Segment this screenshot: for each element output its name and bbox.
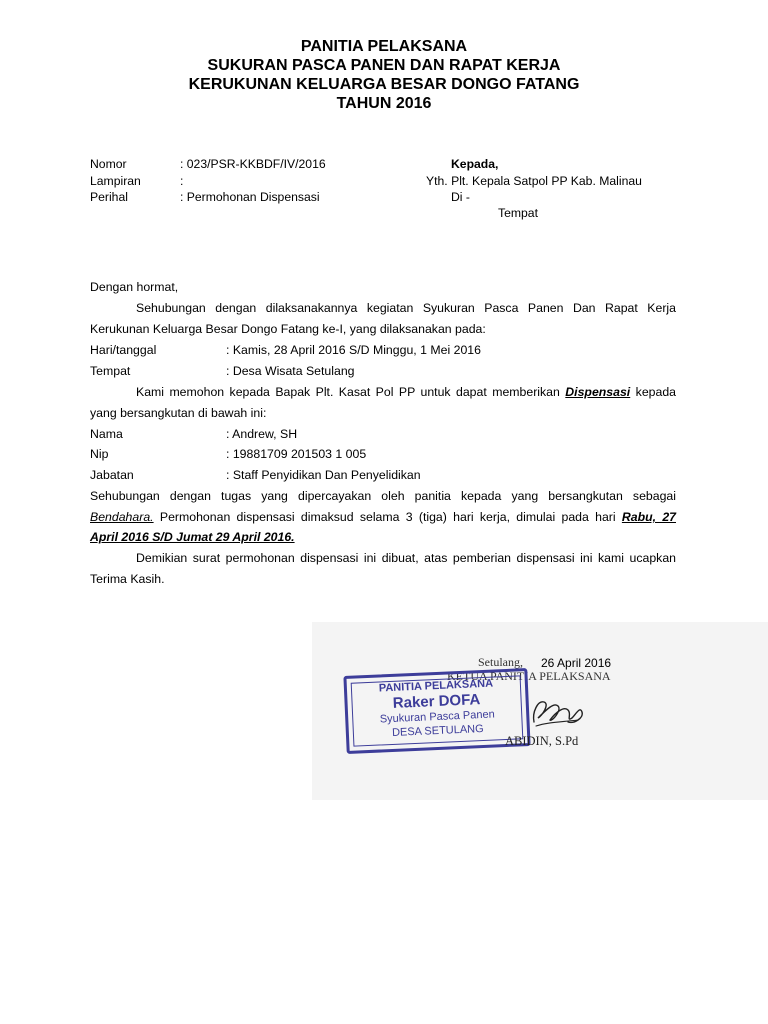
stamp-line-3: Syukuran Pasca Panen xyxy=(379,708,495,726)
lampiran-value: : xyxy=(180,174,184,188)
signature-title: KETUA PANITIA PELAKSANA xyxy=(447,669,611,683)
hari-label: Hari/tanggal xyxy=(90,343,157,357)
tempat-value: : Desa Wisata Setulang xyxy=(226,364,355,378)
paragraph-2-text-a: Kami memohon kepada Bapak Plt. Kasat Pol PP untuk dapat memberikan xyxy=(136,385,560,399)
jabatan-value: : Staff Penyidikan Dan Penyelidikan xyxy=(226,468,421,482)
paragraph-1-line-2: Kerukunan Keluarga Besar Dongo Fatang ke-I, yang dilaksanakan pada: xyxy=(90,322,486,336)
paragraph-4-line-1: Demikian surat permohonan dispensasi ini dibuat, atas pemberian dispensasi ini kami ucapkan xyxy=(136,551,676,565)
nip-label: Nip xyxy=(90,447,109,461)
stamp-line-4: DESA SETULANG xyxy=(391,722,484,739)
paragraph-2-text-c: kepada xyxy=(635,385,677,399)
nama-label: Nama xyxy=(90,427,123,441)
paragraph-4-line-2: Terima Kasih. xyxy=(90,572,165,586)
header-line-1: PANITIA PELAKSANA xyxy=(300,38,468,55)
hari-value: : Kamis, 28 April 2016 S/D Minggu, 1 Mei 2016 xyxy=(226,343,481,357)
paragraph-3-line-1: Sehubungan dengan tugas yang dipercayakan oleh panitia kepada yang bersangkutan sebagai xyxy=(90,489,676,503)
recipient-tempat: Tempat xyxy=(498,206,538,220)
date-range-emphasis: April 2016 S/D Jumat 29 April 2016. xyxy=(90,530,295,544)
paragraph-1-line-1: Sehubungan dengan dilaksanakannya kegiatan Syukuran Pasca Panen Dan Rapat Kerja xyxy=(136,301,676,315)
header-line-2: SUKURAN PASCA PANEN DAN RAPAT KERJA xyxy=(207,57,561,74)
signature-name: ABIDIN, S.Pd xyxy=(505,734,579,748)
perihal-value: : Permohonan Dispensasi xyxy=(180,190,320,204)
paragraph-2-line-1 xyxy=(136,385,676,400)
nama-value: : Andrew, SH xyxy=(226,427,298,441)
signature-place: Setulang, xyxy=(478,655,523,669)
tempat-label: Tempat xyxy=(90,364,131,378)
jabatan-label: Jabatan xyxy=(90,468,134,482)
bendahara-emphasis: Bendahara. xyxy=(90,510,154,524)
recipient-yth: Yth. Plt. Kepala Satpol PP Kab. Malinau xyxy=(426,174,642,188)
paragraph-3-text-b: Permohonan dispensasi dimaksud selama 3 (tiga) hari kerja, dimulai pada hari xyxy=(159,510,616,524)
recipient-di: Di - xyxy=(451,190,470,204)
stamp-line-2: Raker DOFA xyxy=(392,691,481,712)
stamp-line-1: PANITIA PELAKSANA xyxy=(378,677,494,695)
lampiran-label: Lampiran xyxy=(90,174,141,188)
nomor-value: : 023/PSR-KKBDF/IV/2016 xyxy=(180,157,326,171)
dispensasi-emphasis: Dispensasi xyxy=(565,385,631,399)
recipient-kepada: Kepada, xyxy=(451,157,499,171)
paragraph-3-line-2 xyxy=(90,510,676,525)
nomor-label: Nomor xyxy=(90,157,127,171)
handwritten-signature xyxy=(528,692,586,732)
paragraph-2-line-2: yang bersangkutan di bawah ini: xyxy=(90,406,267,420)
header-line-3: KERUKUNAN KELUARGA BESAR DONGO FATANG xyxy=(188,76,580,93)
header-line-4: TAHUN 2016 xyxy=(336,95,432,112)
start-date-emphasis: Rabu, 27 xyxy=(621,510,676,524)
perihal-label: Perihal xyxy=(90,190,128,204)
signature-date: 26 April 2016 xyxy=(541,656,612,670)
salutation: Dengan hormat, xyxy=(90,280,179,294)
official-stamp xyxy=(343,668,530,754)
nip-value: : 19881709 201503 1 005 xyxy=(226,447,367,461)
